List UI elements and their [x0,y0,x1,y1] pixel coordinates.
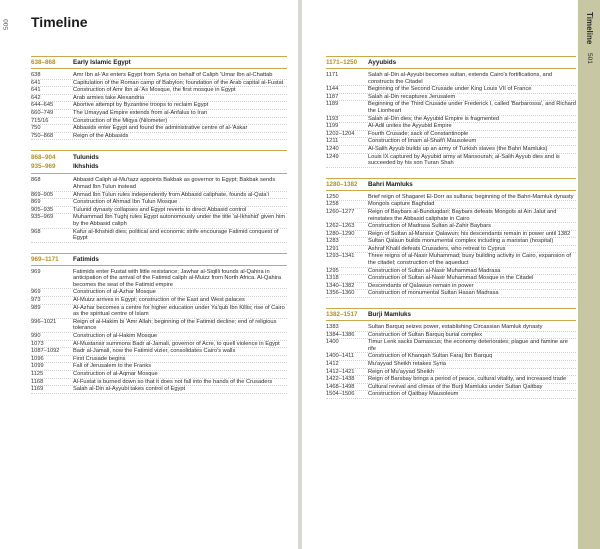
event-date: 1260–1277 [326,208,355,215]
timeline-row [31,214,287,228]
section-date: 1382–1517 [326,311,358,319]
event-date: 1199 [326,123,339,130]
event-text: Construction of al-Hakim Mosque [73,333,158,340]
timeline-section [31,56,287,140]
event-text: The Umayyad Empire extends from al-Anfalus to Iran [73,109,208,116]
event-text: Construction of Amr Ibn al-'As Mosque, the first mosque in Egypt [73,87,236,94]
event-date: 1412–1421 [326,368,355,375]
event-text: Fall of Jerusalem to the Franks [73,363,152,370]
timeline-row [31,118,287,126]
event-date: 1099 [31,363,44,370]
page-number-right: 501 [586,52,593,64]
section-title-text: Burji Mamluks [368,311,412,319]
event-date: 869 [31,199,41,206]
event-date: 641 [31,79,41,86]
section-date: 969–1171 [31,255,59,263]
event-text: Salah al-Din al-Ayyubi takes control of Egypt [73,386,186,393]
section-dates [31,153,73,171]
event-text: Ashraf Khalil defeats Crusaders, who retreat to Cyprus [368,245,506,252]
event-date: 638 [31,72,41,78]
timeline-row [326,283,576,291]
section-header [31,56,287,69]
event-date: 1383 [326,324,339,331]
timeline-row [326,86,576,94]
timeline-row [31,199,287,207]
event-date: 1073 [31,340,44,347]
event-text: Beginning of the Third Crusade under Frederick I, called 'Barbarossa', and Richard the Lionheart [368,101,576,114]
right-page [302,0,600,549]
event-text: Amr Ibn al-'As enters Egypt from Syria on behalf of Caliph 'Umar Ibn al-Chattab [73,72,273,78]
event-date: 969 [31,268,41,275]
event-date: 1293–1341 [326,253,355,260]
event-text: Fourth Crusade; sack of Constantinople [368,130,469,137]
event-text: Construction of Madrasa Sultan al-Zahir Baybars [368,223,491,230]
timeline-row [326,131,576,139]
event-text: Al-Azhar becomes a centre for higher education under Ya'qub Ibn Killis; rise of Cairo as the spiritual centre of Islam [73,304,285,318]
event-date: 750–868 [31,132,54,139]
event-date: 1295 [326,267,339,274]
timeline-row [31,80,287,88]
timeline-row [31,133,287,141]
timeline-row [326,384,576,392]
timeline-row [326,94,576,102]
timeline-row [326,369,576,377]
timeline-row [31,177,287,191]
timeline-row [326,353,576,361]
section-dates [326,59,368,66]
event-text: Reign of al-Hakim bi 'Amr Allah; beginning of the Fatimid decline; end of religious tolerance [73,318,277,332]
page-title: Timeline [31,14,88,30]
event-text: Construction of Ahmad Ibn Tulun Mosque [73,199,178,206]
right-column [326,56,576,405]
event-date: 1262–1263 [326,223,355,230]
timeline-row [326,72,576,86]
event-date: 868 [31,177,41,184]
event-text: Salah al-Din recaptures Jerusalem [368,93,456,100]
event-date: 1087–1092 [31,348,60,355]
timeline-row [31,371,287,379]
timeline-row [326,376,576,384]
event-date: 1356–1360 [326,290,355,297]
timeline-row [326,268,576,276]
timeline-section [31,150,287,242]
event-text: Construction of Sultan al-Nasir Muhammad Madrasa [368,267,501,274]
timeline-row [31,333,287,341]
event-date: 1202–1204 [326,130,355,137]
event-text: First Crusade begins [73,355,126,362]
event-date: 1144 [326,86,339,93]
timeline-row [31,207,287,215]
left-page [0,0,298,549]
event-text: Al-Fustat is burned down so that it does not fall into the hands of the Crusaders [73,378,273,385]
event-date: 1258 [326,201,339,208]
timeline-section [31,253,287,394]
event-text: Construction of Sultan al-Nasir Muhammad Mosque in the Citadel [368,275,534,282]
event-date: 715/16 [31,117,49,124]
section-header [326,308,576,321]
section-title-text: Early Islamic Egypt [73,59,131,66]
timeline-row [31,72,287,80]
event-date: 1400–1411 [326,353,355,360]
event-date: 1340–1382 [326,282,355,289]
section-title [73,256,99,263]
timeline-row [31,341,287,349]
timeline-row [31,102,287,110]
section-header [326,56,576,69]
timeline-row [31,229,287,243]
timeline-row [31,289,287,297]
timeline-row [326,223,576,231]
section-dates [326,311,368,318]
event-date: 1280–1290 [326,230,355,237]
event-text: Arab armies take Alexandria [73,94,145,101]
event-text: Abortive attempt by Byzantine troops to reclaim Egypt [73,102,209,109]
event-text: Reign of Baybars al-Bunduqdari; Baybars defeats Mongols at Ain Jalut and reinstates the Abbasid caliphate in Cairo [368,208,557,222]
event-text: Ahmad Ibn Tulun rules independently from Abbasid caliphate, founds al-Qata'i [73,191,269,198]
section-title-text: Tulunids [73,154,99,162]
event-date: 1384–1386 [326,331,355,338]
section-date: 1171–1250 [326,59,358,66]
timeline-row [326,246,576,254]
section-title [368,59,396,66]
timeline-row [326,253,576,267]
section-title [368,181,413,188]
timeline-row [31,297,287,305]
event-text: Construction of Khanqah Sultan Faraj Ibn Barquq [368,353,493,360]
section-dates [31,59,73,66]
event-date: 905–935 [31,206,54,213]
timeline-section [326,178,576,298]
event-text: Reign of Mu'ayyad Sheikh [368,368,434,375]
timeline-row [31,87,287,95]
event-date: 1193 [326,115,339,122]
timeline-row [31,125,287,133]
section-date: 638–868 [31,59,56,66]
event-date: 1211 [326,138,339,145]
page-number-left: 500 [3,19,10,30]
event-date: 968 [31,228,41,235]
section-title [73,153,99,171]
event-date: 1125 [31,371,44,377]
event-date: 660–749 [31,109,54,116]
timeline-row [31,379,287,387]
event-text: Brief reign of Shagaret El-Dorr as sultana; beginning of the Bahri-Mamluk dynasty [368,193,574,200]
event-text: Tulunid dynasty collapses and Egypt reverts to direct Abbasid control [73,206,247,213]
timeline-row [31,386,287,394]
section-dates [31,256,73,263]
section-header [326,178,576,191]
timeline-row [326,231,576,239]
event-text: Al-Salih Ayyub builds up an army of Turkish slaves (the Bahri Mamluks) [368,145,548,152]
timeline-row [326,332,576,340]
event-date: 973 [31,297,41,304]
timeline-row [326,361,576,369]
event-text: Construction of Sultan Barquq burial complex [368,331,483,338]
timeline-row [326,101,576,115]
event-text: Beginning of the Second Crusade under King Louis VII of France [368,86,532,93]
timeline-row [326,138,576,146]
timeline-row [326,116,576,124]
event-date: 1187 [326,93,339,100]
event-text: Salah al-Din al-Ayyubi becomes sultan, extends Cairo's fortifications, and constructs the Citadel [368,72,553,85]
event-date: 969 [31,289,41,296]
event-date: 1171 [326,72,339,78]
timeline-row [326,146,576,154]
chapter-tab [578,0,600,549]
event-date: 1318 [326,275,339,282]
event-text: Construction of the Miqya (Nilometer) [73,117,168,124]
timeline-section [326,308,576,399]
timeline-row [326,339,576,353]
timeline-section [326,56,576,168]
event-text: Timur Lenk sacks Damascus; the economy deteriorates; plague and famine are rife [368,339,568,352]
event-text: Construction of monumental Sultan Hasan Madrasa [368,290,499,297]
event-date: 1168 [31,378,44,385]
timeline-row [326,290,576,298]
event-text: Descendants of Qalawun remain in power [368,282,474,289]
event-text: Mu'ayyad Sheikh retakes Syria [368,361,446,367]
timeline-row [326,209,576,223]
timeline-row [326,123,576,131]
section-header [31,253,287,266]
event-date: 935–969 [31,214,54,221]
timeline-row [326,154,576,168]
event-text: Cultural revival and climax of the Burji Mamluks under Sultan Qaitbay [368,383,543,390]
section-date: 935–969 [31,163,56,171]
timeline-row [326,238,576,246]
event-date: 1291 [326,245,339,252]
section-dates [326,181,368,188]
section-header [31,150,287,174]
event-text: Salah al-Din dies; the Ayyubid Empire is fragmented [368,115,500,122]
event-text: Reign of Barsbay brings a period of peace, cultural vitality, and increased trade [368,376,567,383]
left-column [31,56,287,400]
event-text: Sultan Barquq seizes power, establishing Circassian Mamluk dynasty [368,324,543,331]
event-text: Muhammad Ibn Tughj rules Egypt autonomously under the title 'al-Ikhshid' given him by the Abbasid caliph [73,214,286,227]
event-text: Construction of Imam al-Shafi'i Mausoleum [368,138,477,145]
event-text: Construction of al-Aqmar Mosque [73,371,158,377]
event-text: Mongols capture Baghdad [368,201,435,208]
timeline-row [31,319,287,333]
event-date: 1468–1498 [326,383,355,390]
event-date: 1422–1438 [326,376,355,383]
event-date: 1283 [326,238,339,245]
section-date: 1280–1382 [326,180,358,188]
event-text: Badr al-Jamali, now the Fatimid vizier, consolidates Cairo's walls [73,348,236,355]
event-text: Abbasid Caliph al-Mu'tazz appoints Bakbak as governor to Egypt; Bakbak sends Ahmad Ibn Tulun instead [73,177,276,190]
event-text: Construction of Qaitbay Mausoleum [368,391,459,398]
event-date: 641 [31,87,41,94]
timeline-row [31,110,287,118]
event-text: Construction of al-Azhar Mosque [73,289,156,296]
section-title [368,311,411,318]
chapter-tab-title: Timeline [585,12,594,45]
event-date: 1169 [31,386,44,393]
timeline-row [31,95,287,103]
event-text: Abbasids enter Egypt and found the administrative centre of al-'Askar [73,125,248,132]
timeline-row [31,356,287,364]
event-date: 642 [31,94,41,101]
event-text: Louis IX captured by Ayyubid army at Mansourah; al-Salih Ayyub dies and is succeeded by his son Turan Shah [368,153,560,167]
event-text: Kafur al-Ikhshidi dies; political and economic strife encourage Fatimid conquest of Egypt [73,228,279,242]
event-date: 989 [31,304,41,311]
event-date: 1189 [326,101,339,108]
chapter-tab-label [585,12,594,63]
section-date: 868–904 [31,154,56,162]
event-date: 1096 [31,355,44,362]
timeline-row [31,363,287,371]
event-date: 869–905 [31,191,54,198]
event-text: Sultan Qalaun builds monumental complex including a maristan (hospital) [368,238,554,245]
event-date: 644–645 [31,102,54,109]
event-date: 1249 [326,153,339,160]
timeline-row [31,269,287,290]
event-text: Al-Muizz arrives in Egypt; construction of the East and West palaces [73,297,245,304]
timeline-row [326,275,576,283]
event-text: Three reigns of al-Nasir Muhammad; busy building activity in Cairo, expansion of the citadel; construction of the aqueduct [368,253,571,267]
timeline-row [31,348,287,356]
event-text: Capitulation of the Roman camp of Babylon; foundation of the Arab capital al-Fustat [73,79,284,86]
section-title-text: Ayyubids [368,59,397,66]
event-date: 1250 [326,193,339,200]
section-title-text: Bahri Mamluks [368,180,413,188]
event-date: 750 [31,125,41,132]
event-text: Reign of the Abbasids [73,132,129,139]
timeline-row [326,324,576,332]
timeline-row [326,194,576,202]
event-date: 1412 [326,361,339,367]
section-title [73,59,131,66]
timeline-row [31,192,287,200]
event-text: Al-Adil unites the Ayyubid Empire [368,123,452,130]
timeline-row [326,391,576,399]
event-date: 1240 [326,145,339,152]
event-text: Al-Mustansir summons Badr al-Jamali, governor of Acre, to quell violence in Egypt [73,340,280,347]
timeline-row [326,201,576,209]
timeline-row [31,305,287,319]
section-title-text: Fatimids [73,255,99,263]
event-date: 1400 [326,339,339,346]
event-date: 996–1021 [31,318,57,325]
event-text: Fatimids enter Fustat with little resistance; Jawhar al-Siqilli founds al-Qahira in anticipation of the arrival of the Fatimid caliph al-Muizz from North Africa. Al-Qahira becomes the seat of the Fatimid empire [73,268,281,288]
event-date: 1504–1506 [326,391,355,398]
section-title-text: Ikhshids [73,163,99,171]
event-text: Reign of Sultan al-Mansur Qalawun; his descendants remain in power until 1382 [368,230,571,237]
event-date: 990 [31,333,41,340]
